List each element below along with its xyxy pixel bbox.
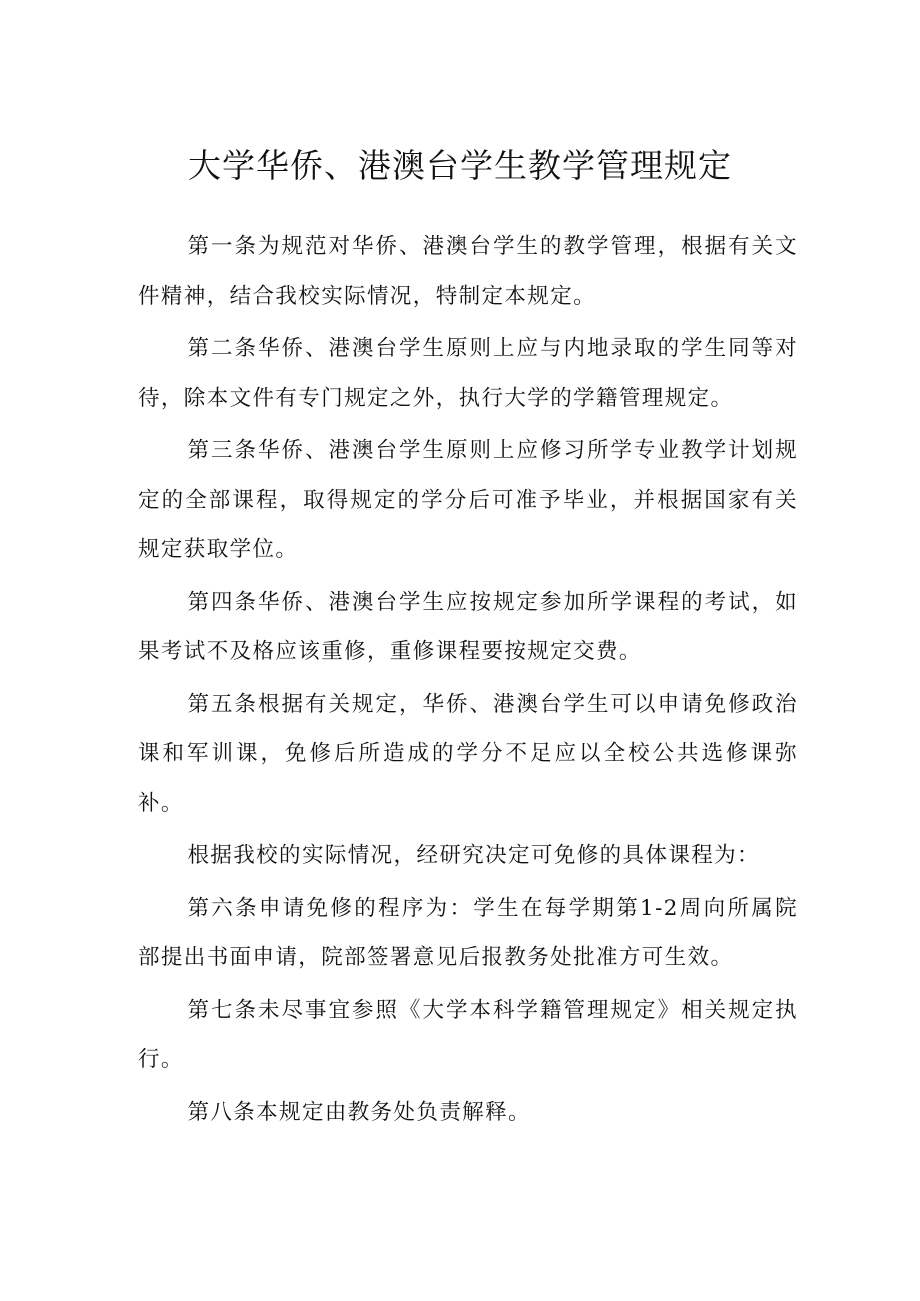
exemption-note-paragraph: 根据我校的实际情况，经研究决定可免修的具体课程为： [187,843,760,868]
article-7-paragraph: 第七条未尽事宜参照《大学本科学籍管理规定》相关规定执行。 [138,997,798,1072]
article-1-paragraph: 第一条为规范对华侨、港澳台学生的教学管理，根据有关文件精神，结合我校实际情况，特制定本规定。 [138,234,798,309]
article-2-paragraph: 第二条华侨、港澳台学生原则上应与内地录取的学生同等对待，除本文件有专门规定之外，执行大学的学籍管理规定。 [138,336,798,411]
article-6-paragraph: 第六条申请免修的程序为：学生在每学期第1-2周向所属院部提出书面申请，院部签署意见后报教务处批准方可生效。 [138,895,798,970]
document-title: 大学华侨、港澳台学生教学管理规定 [188,146,732,185]
article-8-paragraph: 第八条本规定由教务处负责解释。 [187,1099,531,1125]
document-body [138,222,798,1140]
article-3-paragraph: 第三条华侨、港澳台学生原则上应修习所学专业教学计划规定的全部课程，取得规定的学分后可准予毕业，并根据国家有关规定获取学位。 [138,438,798,562]
article-4-paragraph: 第四条华侨、港澳台学生应按规定参加所学课程的考试，如果考试不及格应该重修，重修课程要按规定交费。 [138,589,798,664]
article-5-paragraph: 第五条根据有关规定，华侨、港澳台学生可以申请免修政治课和军训课，免修后所造成的学分不足应以全校公共选修课弥补。 [138,691,798,816]
